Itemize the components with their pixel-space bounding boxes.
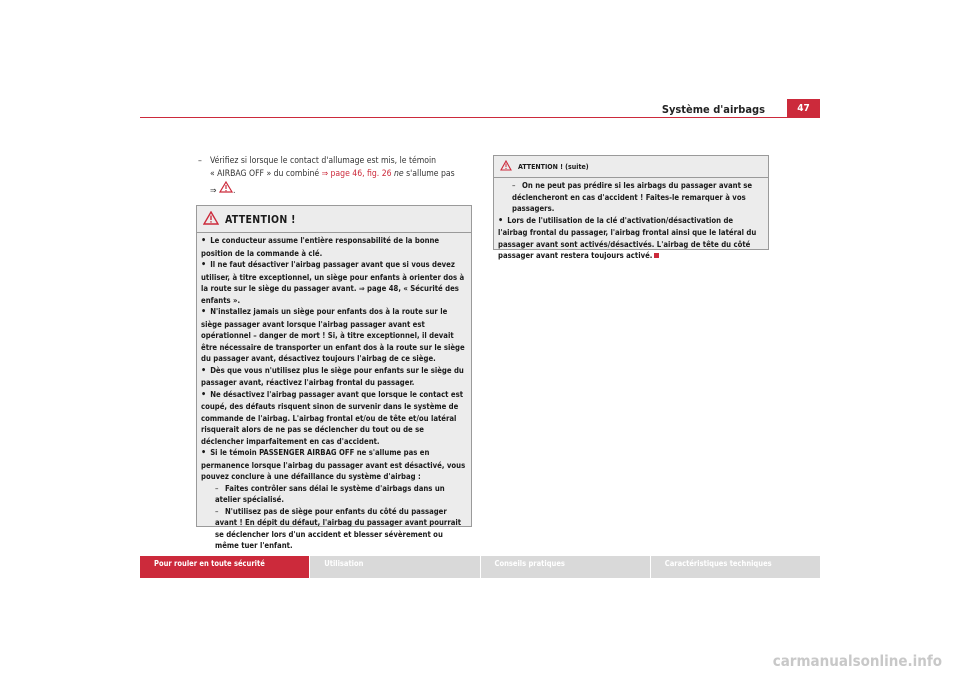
page-ref-link[interactable]: ⇒ page 46, fig. 26 [321,169,392,179]
warning-ref-icon [219,186,233,196]
warning-continued-subitem: – On ne peut pas prédire si les airbags du passager avant se déclencheront en cas d'accident ! Faites-le remarquer à vos passagers. [512,181,753,213]
end-of-section-mark [654,253,659,258]
warning-continued-box [493,155,769,260]
page-title: Système d'airbags [661,103,765,116]
watermark: carmanualsonline.info [772,652,942,670]
intro-step: – Vérifiez si lorsque le contact d'allumage est mis, le témoin « AIRBAG OFF » du combiné ⇒ page 46, fig. 26 ne s'allume pas ⇒ . [198,155,474,198]
warning-subitem-1: – Faites contrôler sans délai le système d'airbags dans un atelier spécialisé. [215,483,445,504]
warning-continued-bullet: • Lors de l'utilisation de la clé d'activation/désactivation de l'airbag frontal du passager, l'airbag frontal ainsi que le latéral du passager avant sont activés/désactivés. L'airbag de tête du côté passager avant restera toujours activé. [498,215,764,262]
header-rule [140,117,820,118]
footer-nav [140,556,820,578]
warning-bullet-5: • Ne désactivez l'airbag passager avant que lorsque le contact est coupé, des défauts risquent sinon de survenir dans le système de commande de l'airbag. L'airbag frontal et/ou de tête et/ou latéral risquerait alors de ne pas se déclencher du tout ou de se déclencher imparfaitement en cas d'accident. [201,389,467,448]
warning-bullet-4: • Dès que vous n'utilisez plus le siège pour enfants sur le siège du passager avant, réactivez l'airbag frontal du passager. [201,365,467,389]
tab-securite[interactable]: Pour rouler en toute sécurité [140,556,309,578]
tab-caracteristiques[interactable]: Caractéristiques techniques [651,556,820,578]
tab-utilisation[interactable]: Utilisation [310,556,479,578]
warning-box [196,205,472,550]
warning-bullet-3: • N'installez jamais un siège pour enfants dos à la route sur le siège passager avant lorsque l'airbag passager avant est opérationnel – danger de mort ! Si, à titre exceptionnel, il devait être nécessaire de transporter un enfant dos à la route sur le siège du passager avant, désactivez toujours l'airbag de ce siège. [201,306,467,365]
intro-line-1: Vérifiez si lorsque le contact d'allumage est mis, le témoin [210,156,437,166]
intro-line-3: ⇒ . [198,181,474,198]
warning-bullet-2: • Il ne faut désactiver l'airbag passager avant que si vous devez utiliser, à titre exceptionnel, un siège pour enfants à orienter dos à la route sur le siège du passager avant. ⇒ page 48, « Sécurité des enfants ». [201,259,467,306]
warning-continued-title: ATTENTION ! (suite) [518,162,589,171]
intro-line-2: « AIRBAG OFF » du combiné ⇒ page 46, fig. 26 ne s'allume pas [210,169,455,179]
warning-subitem-2: – N'utilisez pas de siège pour enfants du côté du passager avant ! En dépit du défaut, l'airbag du passager avant pourrait se déclencher lors d'un accident et blesser sévèrement ou même tuer l'enfant. [215,506,462,550]
warning-bullet-6: • Si le témoin PASSENGER AIRBAG OFF ne s'allume pas en permanence lorsque l'airbag du passager avant est désactivé, vous pouvez conclure à une défaillance du système d'airbag : [201,447,467,483]
tab-conseils[interactable]: Conseils pratiques [481,556,650,578]
page-number: 47 [787,99,820,118]
warning-title: ATTENTION ! [225,213,296,226]
warning-icon-small [500,160,512,173]
warning-icon [203,211,219,228]
warning-bullet-1: • Le conducteur assume l'entière responsabilité de la bonne position de la commande à clé. [201,235,467,259]
